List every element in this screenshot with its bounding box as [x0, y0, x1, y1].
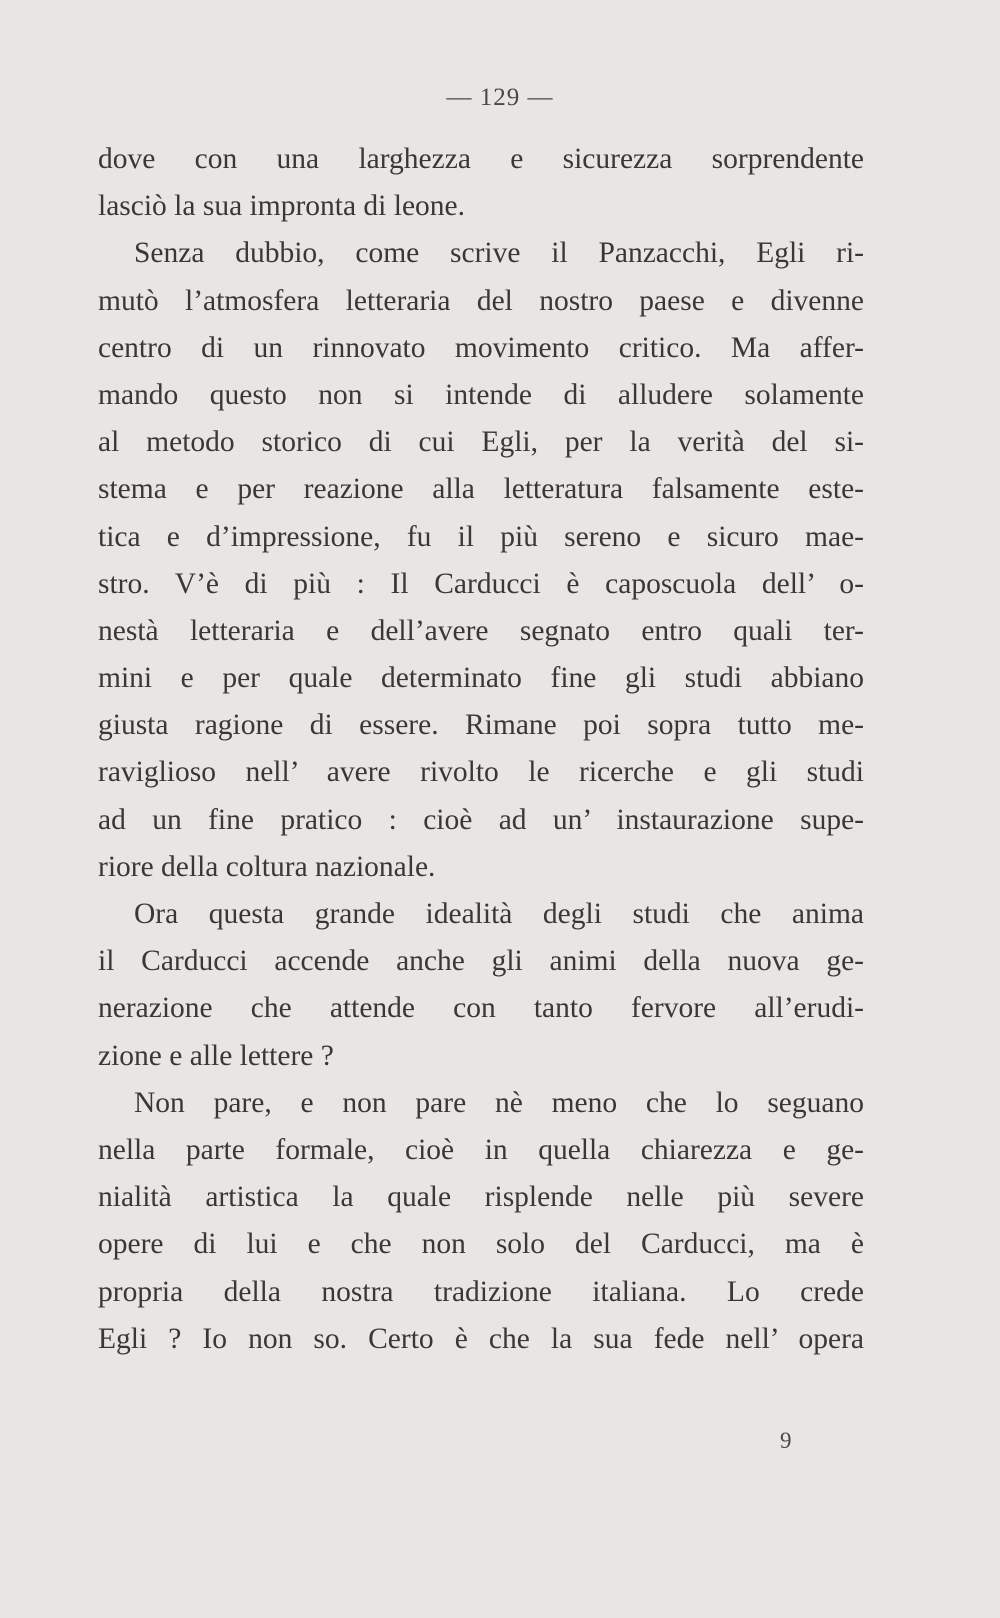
text-line: ad un fine pratico : cioè ad un’ instaurazione supe- [98, 803, 864, 836]
text-line: nerazione che attende con tanto fervore all’erudi- [98, 992, 864, 1025]
text-line: il Carducci accende anche gli animi della nuova ge- [98, 945, 864, 978]
text-line: mando questo non si intende di alludere solamente [98, 378, 864, 411]
text-line: centro di un rinnovato movimento critico. Ma affer- [98, 331, 864, 364]
text-line: stro. V’è di più : Il Carducci è caposcuola dell’ o- [98, 567, 864, 600]
text-line: raviglioso nell’ avere rivolto le ricerche e gli studi [98, 756, 864, 789]
signature-mark: 9 [780, 1428, 792, 1453]
body-text [98, 136, 864, 1363]
text-line: mutò l’atmosfera letteraria del nostro paese e divenne [98, 284, 864, 317]
text-line: stema e per reazione alla letteratura falsamente este- [98, 473, 864, 506]
text-line: dove con una larghezza e sicurezza sorprendente [98, 143, 864, 175]
text-line: tica e d’impressione, fu il più sereno e sicuro mae- [98, 520, 864, 553]
text-line: propria della nostra tradizione italiana. Lo crede [98, 1275, 864, 1308]
text-line: nella parte formale, cioè in quella chiarezza e ge- [98, 1133, 864, 1166]
text-line: lasciò la sua impronta di leone. [98, 190, 466, 223]
text-line: al metodo storico di cui Egli, per la verità del si- [98, 426, 864, 459]
text-line: giusta ragione di essere. Rimane poi sopra tutto me- [98, 709, 864, 742]
text-line: opere di lui e che non solo del Carducci, ma è [98, 1228, 864, 1261]
text-line: Egli ? Io non so. Certo è che la sua fede nell’ opera [98, 1322, 864, 1355]
page-number-header: — 129 — [446, 84, 554, 111]
text-line: mini e per quale determinato fine gli studi abbiano [98, 662, 864, 695]
text-line: Ora questa grande idealità degli studi che anima [134, 898, 864, 930]
text-line: nestà letteraria e dell’avere segnato entro quali ter- [98, 614, 864, 647]
text-line: zione e alle lettere ? [98, 1039, 334, 1072]
text-line: riore della coltura nazionale. [98, 850, 436, 883]
text-line: nialità artistica la quale risplende nelle più severe [98, 1181, 864, 1214]
text-line: Senza dubbio, come scrive il Panzacchi, Egli ri- [134, 237, 864, 270]
text-line: Non pare, e non pare nè meno che lo seguano [134, 1086, 864, 1119]
